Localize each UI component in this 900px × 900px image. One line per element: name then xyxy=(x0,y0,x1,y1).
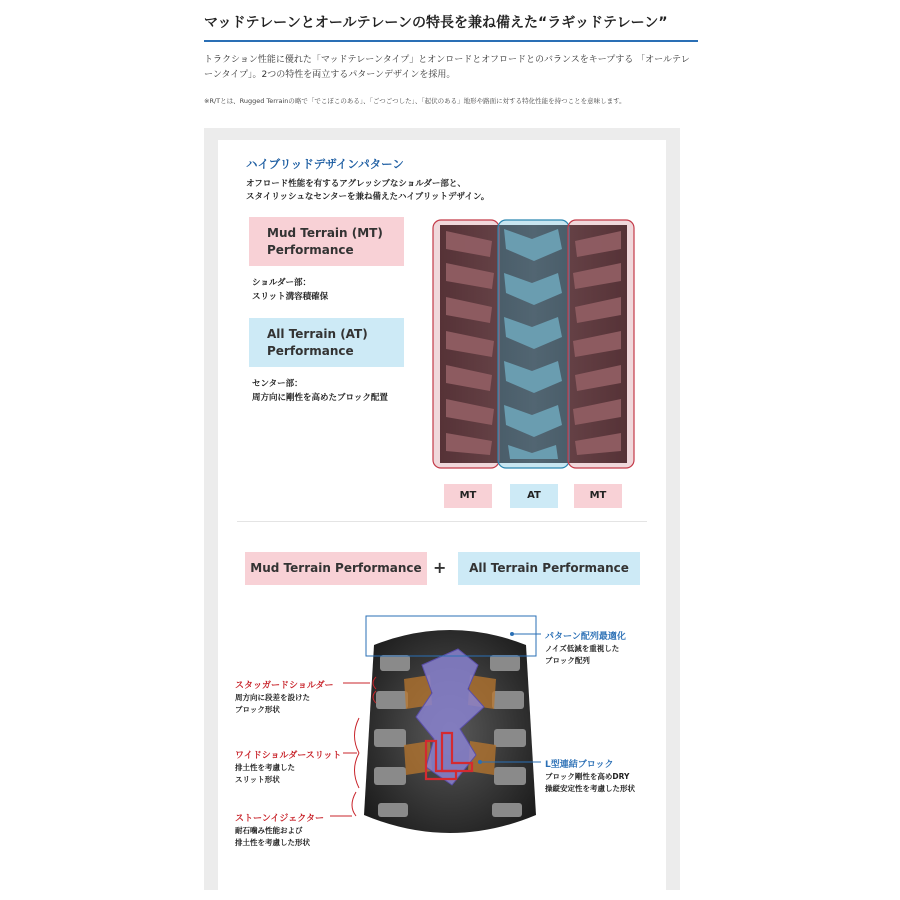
callout-staggered-title: スタッガードショルダー xyxy=(235,681,334,691)
callout-l-block-desc xyxy=(545,771,635,794)
tag-at-center: AT xyxy=(510,484,558,508)
callout-stone-desc xyxy=(235,825,310,848)
callout-staggered-line1: 周方向に段差を設けた xyxy=(235,693,310,702)
hybrid-description xyxy=(246,178,576,204)
mt-performance-box xyxy=(249,217,404,266)
callout-staggered-line2: ブロック形状 xyxy=(235,704,280,714)
callout-stone-title: ストーンイジェクター xyxy=(235,814,325,824)
hybrid-title: ハイブリッドデザインパターン xyxy=(246,157,404,171)
callout-l-block-line1: ブロック剛性を高めDRY xyxy=(545,772,630,781)
combo-at-box: All Terrain Performance xyxy=(458,552,640,585)
callout-pattern-desc xyxy=(545,643,619,666)
callout-staggered-desc xyxy=(235,692,310,715)
mt-box-line2: Performance xyxy=(267,243,354,257)
at-note xyxy=(252,377,388,405)
callout-l-block-title: L型連結ブロック xyxy=(545,760,614,770)
at-box-line2: Performance xyxy=(267,344,354,358)
tag-mt-left: MT xyxy=(444,484,492,508)
at-note-line1: センター部： xyxy=(252,379,303,389)
mt-note xyxy=(252,276,328,304)
at-note-line2: 周方向に剛性を高めたブロック配置 xyxy=(252,393,388,403)
callout-stone-line1: 耐石噛み性能および xyxy=(235,826,303,835)
mt-note-line1: ショルダー部： xyxy=(252,278,311,288)
at-box-line1: All Terrain (AT) xyxy=(267,327,368,341)
mt-box-line1: Mud Terrain (MT) xyxy=(267,226,383,240)
callout-stone-line2: 排土性を考慮した形状 xyxy=(235,837,310,847)
callout-wide-slit-line1: 排土性を考慮した xyxy=(235,763,295,772)
combo-plus: + xyxy=(433,558,447,577)
intro-text: トラクション性能に優れた「マッドテレーンタイプ」とオンロードとオフロードとのバランスをキープする 「オールテレーンタイプ」。2つの特性を両立するパターンデザインを採用。 xyxy=(204,55,690,80)
footnote-text: ※R/Tとは、Rugged Terrainの略で「でこぼこのある」、「ごつごつした」、「起伏のある」地形や路面に対する特化性能を持つことを意味します。 xyxy=(204,97,626,105)
at-performance-box xyxy=(249,318,404,367)
section-heading: マッドテレーンとオールテレーンの特長を兼ね備えた“ラギッドテレーン” xyxy=(204,12,698,42)
callout-pattern-title: パターン配列最適化 xyxy=(545,632,626,642)
callout-pattern-line1: ノイズ低減を重視した xyxy=(545,644,620,653)
callout-l-block-line2: 操縦安定性を考慮した形状 xyxy=(545,783,635,793)
mt-note-line2: スリット溝容積確保 xyxy=(252,292,329,302)
hybrid-desc-line2: スタイリッシュなセンターを兼ね備えたハイブリットデザイン。 xyxy=(246,192,490,202)
callout-wide-slit-line2: スリット形状 xyxy=(235,774,280,784)
tire-closeup-image xyxy=(360,615,540,843)
callout-pattern-line2: ブロック配列 xyxy=(545,655,590,665)
combo-mt-box: Mud Terrain Performance xyxy=(245,552,427,585)
tag-mt-right: MT xyxy=(574,484,622,508)
hybrid-desc-line1: オフロード性能を有するアグレッシブなショルダー部と、 xyxy=(246,179,466,189)
callout-wide-slit-desc xyxy=(235,762,295,785)
callout-wide-slit-title: ワイドショルダースリット xyxy=(235,751,342,761)
tread-zone-image xyxy=(432,219,635,469)
section-divider xyxy=(237,521,647,522)
